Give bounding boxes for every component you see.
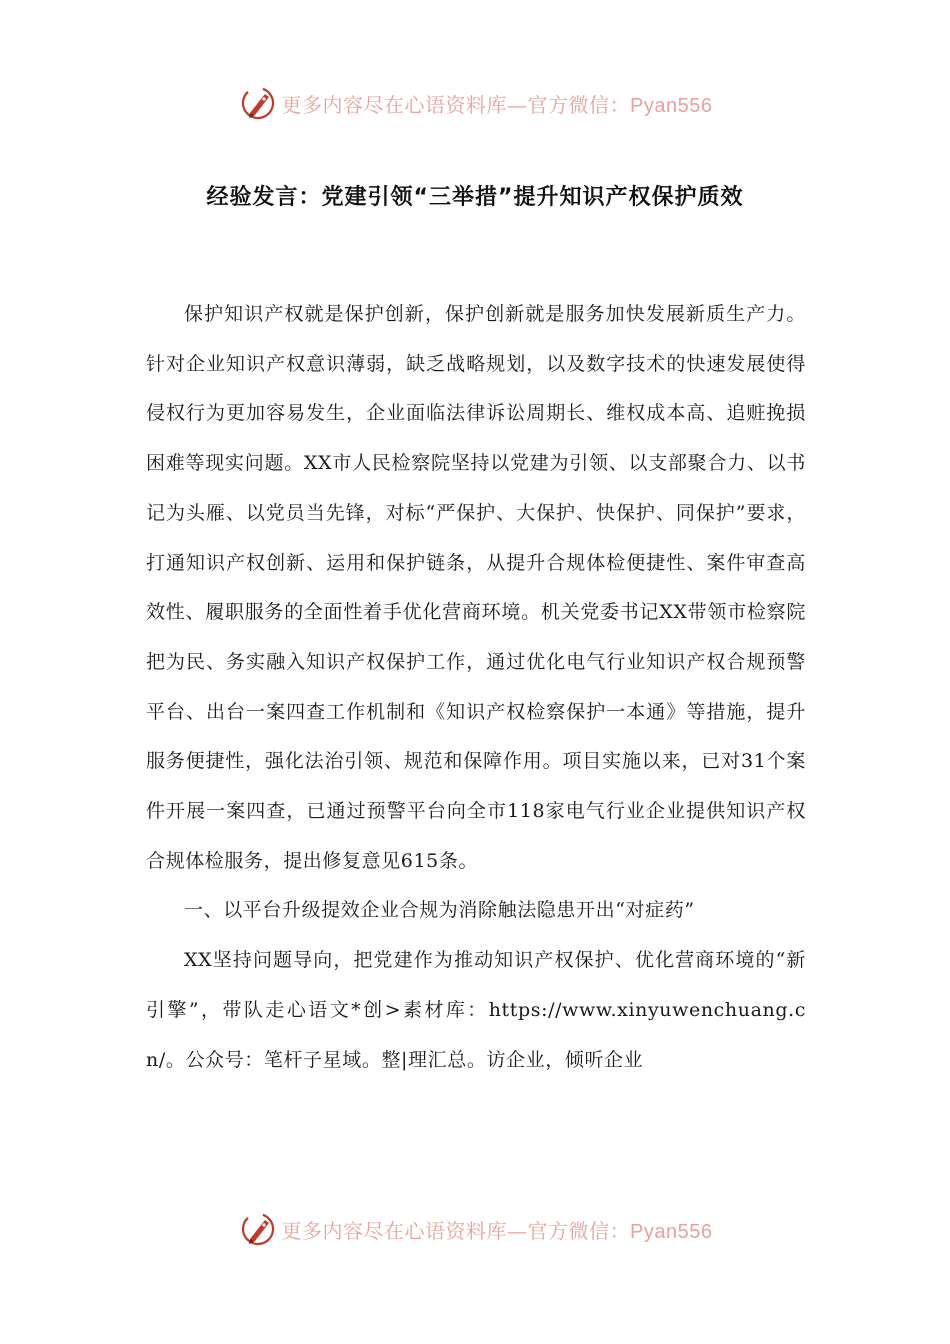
pen-nib-logo-icon [238,83,278,123]
section-heading-1: 一、以平台升级提效企业合规为消除触法隐患开出“对症药” [184,899,695,922]
watermark-text: 更多内容尽在心语资料库—官方微信：Pyan556 [281,1218,713,1243]
watermark-wechat-id: Pyan556 [630,94,713,117]
document-title: 经验发言：党建引领“三举措”提升知识产权保护质效 [206,185,744,210]
body-paragraph-intro: 保护知识产权就是保护创新，保护创新就是服务加快发展新质生产力。针对企业知识产权意识薄弱，缺乏战略规划，以及数字技术的快速发展使得侵权行为更加容易发生，企业面临法律诉讼周期长、维权成本高、追赃挽损困难等现实问题。XX市人民检察院坚持以党建为引领、以支部聚合力、以书记为头雁、以党员当先锋，对标“严保护、大保护、快保护、同保护”要求，打通知识产权创新、运用和保护链条，从提升合规体检便捷性、案件审查高效性、履职服务的全面性着手优化营商环境。机关党委书记XX带领市检察院把为民、务实融入知识产权保护工作，通过优化电气行业知识产权合规预警平台、出台一案四查工作机制和《知识产权检察保护一本通》等措施，提升服务便捷性，强化法治引领、规范和保障作用。项目实施以来，已对31个案件开展一案四查，已通过预警平台向全市118家电气行业企业提供知识产权合规体检服务，提出修复意见615条。 [146,303,806,872]
document-body [146,290,806,1085]
body-paragraph-section-1: XX坚持问题导向，把党建作为推动知识产权保护、优化营商环境的“新引擎”，带队走心语文*创>素材库：https://www.xinyuwenchuang.cn/。公众号：笔杆子星域。整|理汇总。访企业，倾听企业 [146,949,806,1071]
pen-nib-logo-icon [238,1209,278,1249]
watermark-banner-bottom [0,1206,950,1252]
watermark-text: 更多内容尽在心语资料库—官方微信：Pyan556 [281,92,713,117]
watermark-banner-top [0,80,950,126]
watermark-wechat-id: Pyan556 [630,1220,713,1243]
